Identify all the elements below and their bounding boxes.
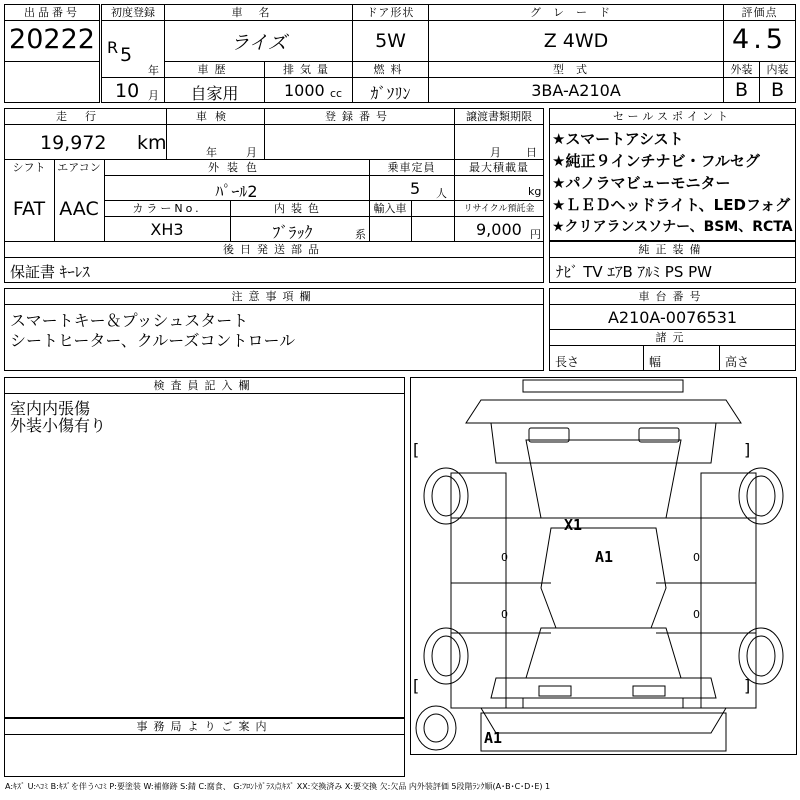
displacement-label: 排気量: [283, 63, 334, 76]
registration-number-label: 登録番号: [325, 110, 393, 123]
length-label: 長さ: [555, 355, 580, 369]
car-damage-diagram: [410, 377, 797, 755]
max-load-unit: kg: [528, 185, 542, 198]
height-label: 高さ: [725, 355, 750, 369]
later-parts: 保証書 ｷｰﾚｽ: [10, 263, 90, 281]
sales-point-1: ★スマートアシスト: [552, 130, 684, 148]
era: R: [107, 38, 119, 57]
equipment: ﾅﾋﾞ TV ｴｱB ｱﾙﾐ PS PW: [556, 263, 712, 281]
notes-label: 注意事項欄: [231, 290, 317, 303]
displacement: 1000: [284, 81, 325, 100]
inspector-line-2: 外装小傷有り: [10, 416, 107, 435]
width-label: 幅: [649, 355, 662, 369]
chassis-number: A210A-0076531: [607, 308, 738, 327]
lot-number-lower-cell: [4, 61, 100, 103]
lot-number: 20222: [9, 24, 95, 55]
interior-label: 内装: [766, 63, 789, 76]
equipment-label: 純正装備: [638, 243, 707, 256]
sales-point-2: ★純正９インチナビ・フルセグ: [552, 152, 760, 170]
bracket-left-bottom: [: [413, 676, 420, 695]
later-parts-label: 後日発送部品: [223, 243, 325, 256]
car-outline: [411, 378, 796, 754]
fuel: ｶﾞｿﾘﾝ: [370, 84, 411, 103]
lot-number-label: 出品番号: [24, 6, 80, 19]
history-label: 車歴: [197, 63, 232, 76]
mileage-unit: km: [137, 132, 167, 154]
zero-left-1: 0: [501, 551, 508, 564]
bracket-right-top: ]: [744, 440, 751, 459]
max-load-label: 最大積載量: [469, 161, 529, 174]
interior-color: ﾌﾞﾗｯｸ: [272, 223, 313, 242]
sales-point-3: ★パノラマビューモニター: [552, 174, 731, 192]
month-number: 10: [115, 80, 140, 102]
grade: Z 4WD: [543, 30, 609, 52]
mileage-label: 走行: [56, 110, 114, 123]
inspector-label: 検査員記入欄: [153, 379, 256, 392]
ac: AAC: [59, 198, 99, 220]
exterior-label: 外装: [730, 63, 753, 76]
inspection-month-unit: 月: [246, 146, 257, 159]
shift-label: シフト: [12, 161, 46, 174]
color-number-label: カラーNo.: [132, 202, 202, 215]
damage-mark-x1: X1: [564, 516, 583, 534]
office-label: 事務局よりご案内: [136, 720, 273, 733]
transfer-deadline-label: 譲渡書類期限: [466, 110, 532, 123]
zero-right-2: 0: [693, 608, 700, 621]
month-unit: 月: [148, 89, 159, 102]
inspection-label: 車検: [196, 110, 234, 123]
recycle-label: リサイクル預託金: [463, 204, 535, 214]
fuel-label: 燃料: [373, 63, 408, 76]
door-type: 5W: [375, 30, 406, 52]
inspector-line-1: 室内内張傷: [10, 399, 91, 418]
mileage: 19,972: [40, 132, 107, 154]
shift: FAT: [12, 198, 46, 220]
chassis-label: 車台番号: [638, 290, 707, 303]
zero-right-1: 0: [693, 551, 700, 564]
interior-grade: B: [770, 79, 785, 101]
door-label: ドア形状: [366, 6, 415, 19]
transfer-day-unit: 日: [526, 146, 537, 159]
score: 4.5: [732, 24, 787, 55]
first-registration-label: 初度登録: [111, 6, 155, 19]
score-label: 評価点: [741, 6, 778, 19]
bracket-right-bottom: ]: [744, 676, 751, 695]
bracket-left-top: [: [413, 440, 420, 459]
car-name-label: 車名: [231, 6, 286, 19]
specs-label: 諸元: [655, 331, 690, 344]
notes-line-1: スマートキー＆プッシュスタート: [10, 311, 249, 330]
year-unit: 年: [148, 64, 159, 77]
damage-mark-a1-roof: A1: [595, 548, 614, 566]
interior-color-unit: 系: [355, 228, 366, 241]
interior-color-label: 内装色: [274, 202, 325, 215]
notes-line-2: シートヒーター、クルーズコントロール: [10, 331, 296, 350]
capacity-unit: 人: [436, 187, 447, 200]
recycle-amount: 9,000: [476, 220, 522, 239]
recycle-unit: 円: [530, 228, 541, 241]
history: 自家用: [190, 84, 239, 103]
sales-points-label: セールスポイント: [612, 110, 732, 123]
model-label: 型式: [553, 63, 599, 76]
exterior-color-label: 外装色: [208, 161, 265, 174]
year-number: 5: [120, 44, 133, 66]
inspection-year-unit: 年: [206, 146, 217, 159]
transfer-month-unit: 月: [490, 146, 501, 159]
legend: A:ｷｽﾞ U:ﾍｺﾐ B:ｷｽﾞを伴うﾍｺﾐ P:要塗装 W:補修跡 S:錆 C:腐食、 G:ﾌﾛﾝﾄｶﾞﾗｽ点ｷｽﾞ XX:交換済み X:要交換 欠:欠品 内外装評価 5段階ﾗﾝｸ順(A･B･C･D･E) 1: [5, 782, 551, 791]
sales-point-4: ★ＬＥＤヘッドライト、LEDフォグ: [552, 196, 791, 214]
ac-label: エアコン: [57, 161, 101, 174]
color-number: XH3: [150, 220, 184, 239]
damage-mark-a1-rear: A1: [484, 729, 503, 747]
displacement-unit: cc: [330, 87, 343, 100]
exterior-color: ﾊﾟｰﾙ2: [215, 182, 258, 201]
grade-label: グレード: [530, 6, 622, 19]
model: 3BA-A210A: [531, 81, 621, 100]
zero-left-2: 0: [501, 608, 508, 621]
car-name: ライズ: [230, 32, 287, 54]
sales-point-5: ★クリアランスソナー、BSM、RCTA: [552, 219, 793, 235]
capacity: 5: [410, 179, 421, 198]
import-label: 輸入車: [373, 202, 407, 215]
capacity-label: 乗車定員: [387, 161, 436, 174]
exterior-grade: B: [734, 79, 749, 101]
